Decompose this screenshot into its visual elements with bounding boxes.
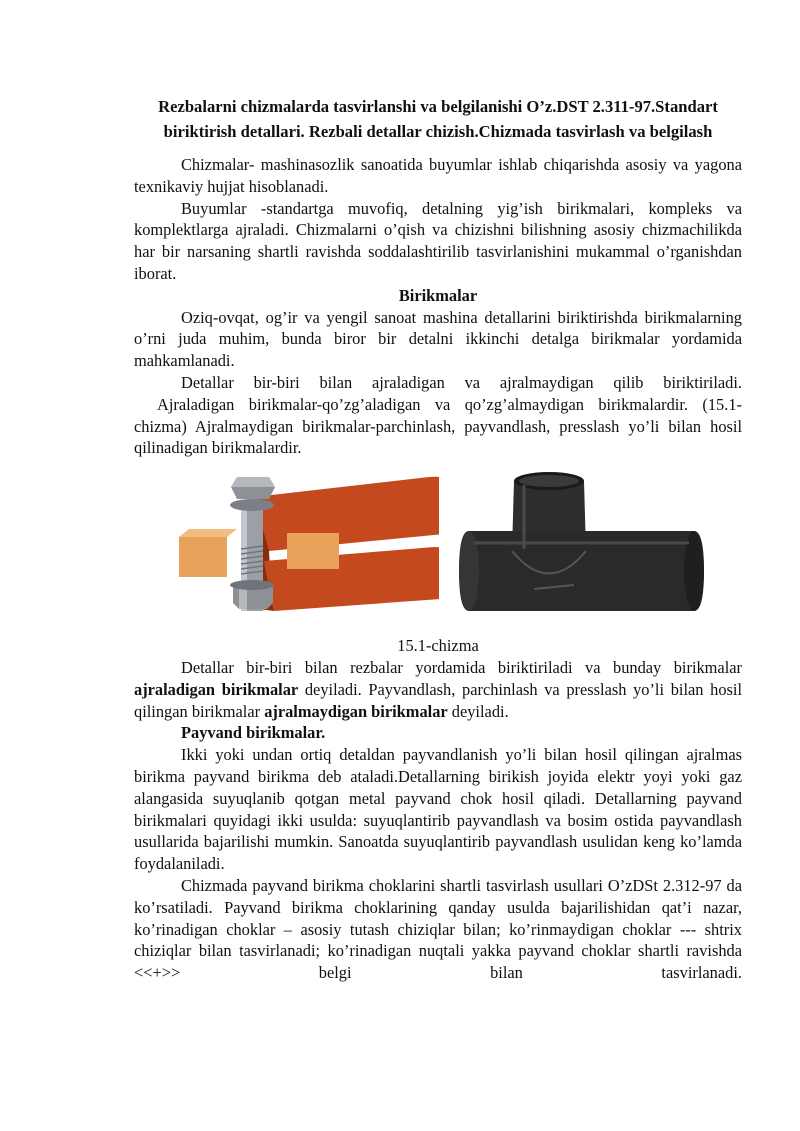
term-ajraladigan: ajraladigan birikmalar [134,679,299,699]
bolted-joint-illustration [179,469,439,619]
paragraph-8: Chizmada payvand birikma choklarini shartli tasvirlash usullari O’zDSt 2.312-97 da ko’rsatiladi. Payvand birikma choklarining qanday usulda bajarilishidan qat’i nazar, ko’rinadigan choklar – asosiy tutash chiziqlar bilan; ko’rinmaydigan choklar --- shtrix chiziqlar bilan tasvirlanadi; ko’rinadigan nuqtali yakka payvand choklar shartli ravishda <<+>> belgi bilan tasvirlanadi. [134,875,742,983]
paragraph-4: Detallar bir-biri bilan ajraladigan va ajralmaydigan qilib biriktiriladi. [181,372,742,392]
welded-tee-pipe-illustration [454,471,714,621]
paragraph-6-text-e: deyiladi. [447,701,509,721]
figure-caption: 15.1-chizma [397,636,479,656]
heading-birikmalar: Birikmalar [398,285,478,305]
paragraph-6-text-c: deyiladi. Payvandlash, parchinlash va presslash yo’li bilan hosil qilingan birikmalar [134,679,743,721]
document-page [134,0,742,984]
paragraph-2: Buyumlar -standartga muvofiq, detalning yig’ish birikmalari, kompleks va komplektlarga ajraladi. Chizmalarni o’qish va chizishni bilishning asosiy chizmachilikda har bir narsaning shartli ravishda soddalashtirilib tasvirlanishini mukammal o’rganishdan iborat. [134,198,742,283]
paragraph-5: Ajraladigan birikmalar-qo’zg’aladigan va qo’zg’almaydigan birikmalardir. (15.1-chizma) Ajralmaydigan birikmalar-parchinlash, payvandlash, presslash yo’li bilan hosil qilinadigan birikmalardir. [134,394,742,458]
paragraph-6-text-a: Detallar bir-biri bilan rezbalar yordamida biriktiriladi va bunday birikmalar [181,657,742,677]
paragraph-7: Ikki yoki undan ortiq detaldan payvandlanish yo’li bilan hosil qilingan ajralmas birikma payvand birikma deb ataladi.Detallarning birikish joyida elektr yoyi yoki gaz alangasida suyuqlanib qotgan metal payvand chok hosil qiladi. Detallarning payvand birikmalari quyidagi ikki usulda: suyuqlantirib payvandlash va bosim ostida payvandlash usullarida bajarilishi mumkin. Sanoatda suyuqlantirib payvandlash usulidan keng ko’lamda foydalaniladi. [134,745,742,874]
term-ajralmaydigan: ajralmaydigan birikmalar [264,701,448,721]
paragraph-1: Chizmalar- mashinasozlik sanoatida buyumlar ishlab chiqarishda asosiy va yagona texnikaviy hujjat hisoblanadi. [134,155,742,196]
paragraph-6 [134,657,742,722]
paragraph-3: Oziq-ovqat, og’ir va yengil sanoat mashina detallarini biriktirishda birikmalarning o’rni juda muhim, bunda biror bir detalni ikkinchi detalga birikmalar yordamida mahkamlanadi. [134,307,742,371]
figure-15-1 [134,469,742,629]
page-title: Rezbalarni chizmalarda tasvirlanshi va belgilanishi O’z.DST 2.311-97.Standart biriktirish detallari. Rezbali detallar chizish.Chizmada tasvirlash va belgilash [158,97,718,141]
heading-payvand: Payvand birikmalar. [181,723,326,743]
